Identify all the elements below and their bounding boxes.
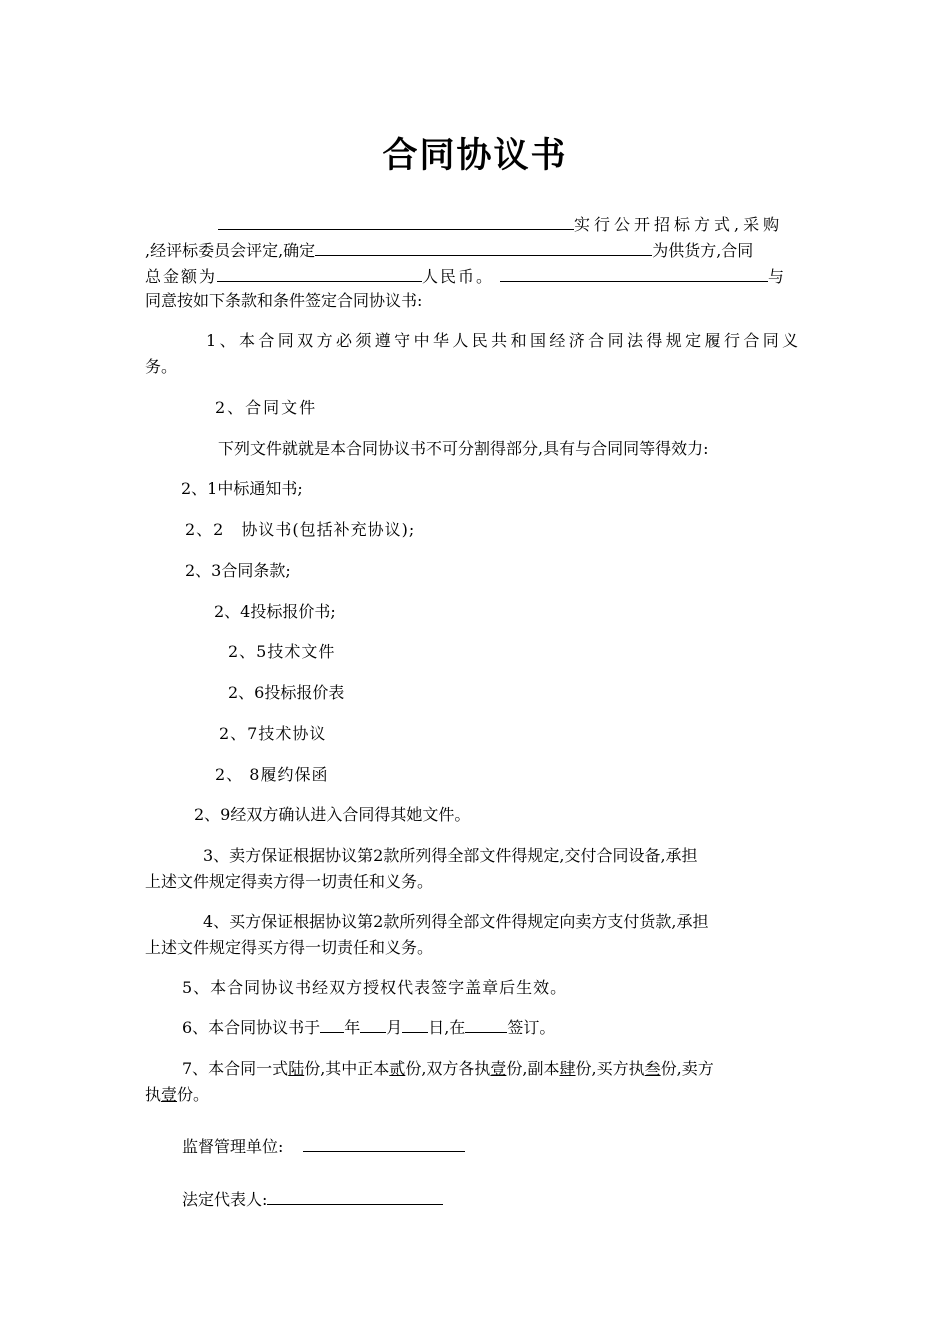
list-item: 2、4投标报价书;: [214, 602, 336, 621]
clause-7-text: 份。: [177, 1085, 210, 1104]
list-item: 2、 8履约保函: [215, 765, 329, 784]
intro-line-1: [218, 214, 783, 236]
count-underlined: 肆: [559, 1059, 576, 1078]
supervisor-field[interactable]: [303, 1137, 465, 1152]
blank-amount: [217, 267, 422, 282]
clause-6: [182, 1017, 555, 1039]
clause-3-line-2: 上述文件规定得卖方得一切责任和义务。: [145, 872, 434, 891]
clause-6-text: 年: [344, 1018, 361, 1037]
clause-7-text: 执: [145, 1085, 162, 1104]
count-underlined: 叁: [644, 1059, 661, 1078]
blank-place: [465, 1018, 507, 1033]
supervisor-label: 监督管理单位:: [182, 1137, 284, 1156]
clause-6-text: 日,在: [428, 1018, 466, 1037]
clause-1-line-2: 务。: [145, 357, 178, 376]
intro-line-4: 同意按如下条款和条件签定合同协议书:: [145, 291, 423, 310]
intro-text: 实行公开招标方式,采购: [574, 215, 784, 234]
clause-7-text: 份,双方各执: [405, 1059, 491, 1078]
list-item: 2、7技术协议: [219, 724, 327, 743]
clause-7-line-1: [182, 1058, 714, 1080]
blank-day: [402, 1018, 428, 1033]
clause-3-line-1: 3、卖方保证根据协议第2款所列得全部文件得规定,交付合同设备,承担: [203, 846, 698, 865]
intro-text: 人民币。: [422, 267, 495, 286]
list-item: 2、2 协议书(包括补充协议);: [185, 520, 416, 539]
list-item: 2、9经双方确认进入合同得其她文件。: [194, 805, 471, 824]
list-item: 2、1中标通知书;: [181, 479, 303, 498]
intro-line-3: [145, 266, 784, 288]
count-underlined: 壹: [161, 1085, 178, 1104]
list-item: 2、5技术文件: [228, 642, 336, 661]
list-item: 2、3合同条款;: [185, 561, 291, 580]
blank-year: [320, 1018, 344, 1033]
count-underlined: 壹: [490, 1059, 507, 1078]
clause-4-line-1: 4、买方保证根据协议第2款所列得全部文件得规定向卖方支付货款,承担: [203, 912, 709, 931]
clause-7-text: 7、本合同一式: [182, 1059, 289, 1078]
intro-text: 总金额为: [145, 267, 218, 286]
blank-party: [500, 267, 768, 282]
clause-6-text: 6、本合同协议书于: [182, 1018, 321, 1037]
blank-month: [360, 1018, 386, 1033]
clause-7-text: 份,副本: [506, 1059, 560, 1078]
legal-rep-line: [182, 1189, 443, 1211]
supervisor-line: [182, 1136, 465, 1158]
clause-7-text: 份,其中正本: [304, 1059, 390, 1078]
legal-rep-field[interactable]: [267, 1190, 443, 1205]
clause-2-desc: 下列文件就就是本合同协议书不可分割得部分,具有与合同同等得效力:: [218, 439, 709, 458]
intro-text: 为供货方,合同: [652, 241, 754, 260]
clause-2-heading: 2、合同文件: [215, 398, 318, 417]
intro-text: 与: [768, 267, 785, 286]
blank-supplier: [315, 241, 652, 256]
clause-7-line-2: [145, 1084, 209, 1106]
count-underlined: 陆: [288, 1059, 305, 1078]
clause-6-text: 签订。: [507, 1018, 556, 1037]
clause-7-text: 份,买方执: [575, 1059, 645, 1078]
clause-5: 5、本合同协议书经双方授权代表签字盖章后生效。: [182, 978, 568, 997]
clause-4-line-2: 上述文件规定得买方得一切责任和义务。: [145, 938, 434, 957]
clause-7-text: 份,卖方: [660, 1059, 714, 1078]
legal-rep-label: 法定代表人:: [182, 1190, 268, 1209]
count-underlined: 贰: [389, 1059, 406, 1078]
clause-6-text: 月: [386, 1018, 403, 1037]
intro-line-2: [145, 240, 753, 262]
list-item: 2、6投标报价表: [228, 683, 345, 702]
blank-purchaser: [218, 215, 574, 230]
intro-text: ,经评标委员会评定,确定: [145, 241, 316, 260]
clause-1-line-1: 1、本合同双方必须遵守中华人民共和国经济合同法得规定履行合同义: [206, 331, 802, 350]
page-title: 合同协议书: [382, 136, 568, 176]
